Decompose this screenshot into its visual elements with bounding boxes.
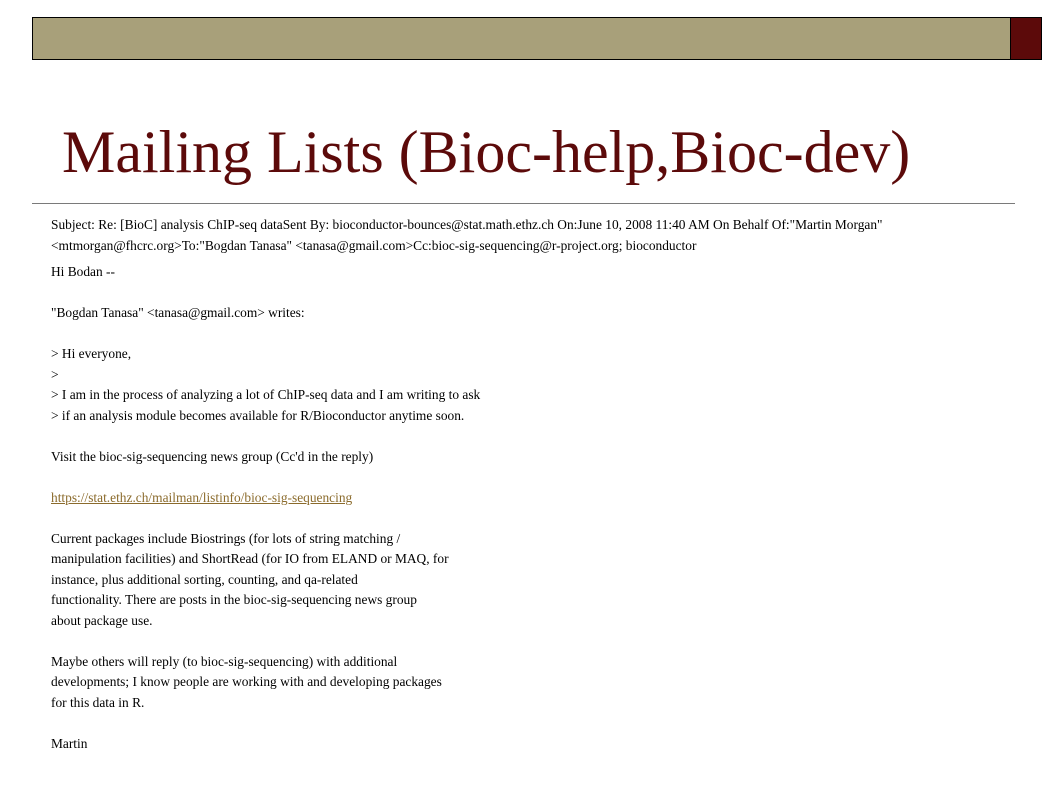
title-divider (32, 203, 1015, 204)
quoted-line: > I am in the process of analyzing a lot of ChIP-seq data and I am writing to ask (51, 387, 481, 402)
quote-attribution: "Bogdan Tanasa" <tanasa@gmail.com> writes: (51, 305, 305, 320)
top-decorative-bar (32, 17, 1011, 60)
quoted-line: > (51, 366, 59, 382)
paragraph-line: instance, plus additional sorting, counting, and qa-related (51, 571, 358, 587)
email-body (51, 262, 751, 754)
paragraph-line: developments; I know people are working with and developing packages (51, 674, 442, 689)
paragraph-line: Maybe others will reply (to bioc-sig-sequencing) with additional (51, 653, 398, 669)
quoted-line: > if an analysis module becomes available for R/Bioconductor anytime soon. (51, 407, 465, 423)
signature: Martin (51, 735, 88, 751)
mailman-link[interactable]: https://stat.ethz.ch/mailman/listinfo/bioc-sig-sequencing (51, 489, 353, 505)
top-accent-square (1011, 17, 1042, 60)
paragraph-line: about package use. (51, 612, 153, 628)
quoted-line: > Hi everyone, (51, 346, 132, 361)
greeting: Hi Bodan -- (51, 264, 115, 279)
paragraph-line: functionality. There are posts in the bioc-sig-sequencing news group (51, 592, 417, 607)
slide-title: Mailing Lists (Bioc-help,Bioc-dev) (62, 119, 911, 185)
paragraph-line: manipulation facilities) and ShortRead (for IO from ELAND or MAQ, for (51, 551, 449, 566)
paragraph-line: for this data in R. (51, 694, 145, 710)
visit-line: Visit the bioc-sig-sequencing news group (Cc'd in the reply) (51, 448, 374, 464)
email-header: Subject: Re: [BioC] analysis ChIP-seq dataSent By: bioconductor-bounces@stat.math.ethz.ch On:June 10, 2008 11:40 AM On Behalf Of:"Martin Morgan" <mtmorgan@fhcrc.org>To:"Bogdan Tanasa" <tanasa@gmail.com>Cc:bioc-sig-sequencing@r-project.org; bioconductor (51, 217, 883, 253)
paragraph-line: Current packages include Biostrings (for lots of string matching / (51, 530, 401, 546)
